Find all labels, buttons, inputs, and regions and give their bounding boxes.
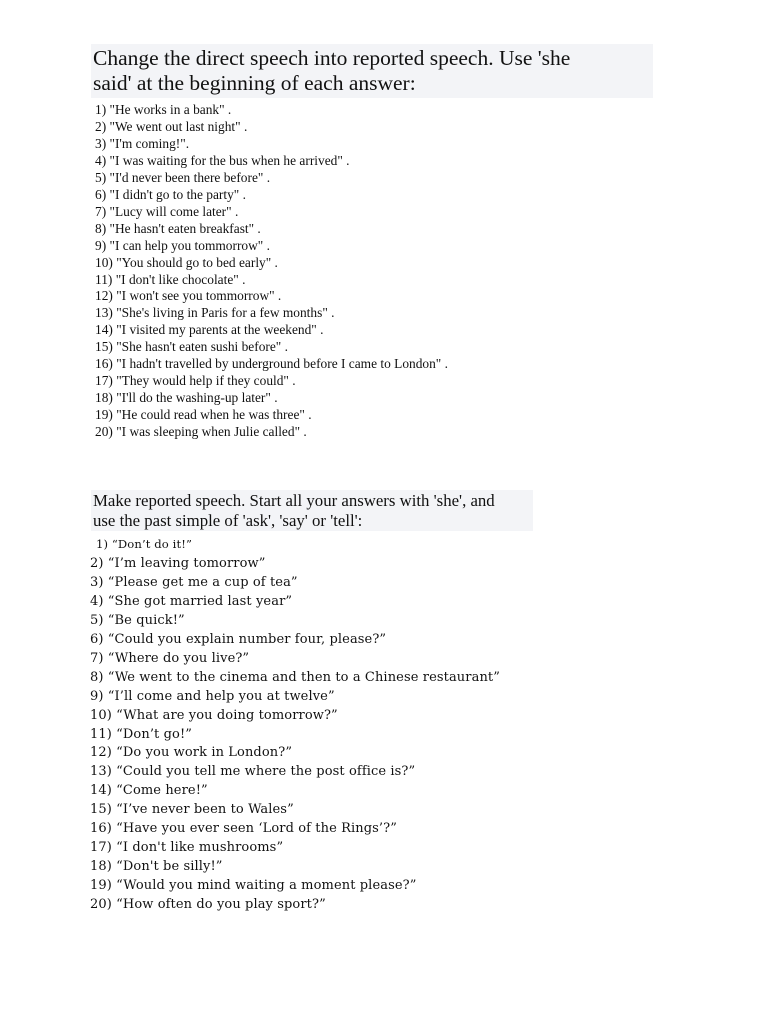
exercise-item: 6) "I didn't go to the party" . [95,186,246,202]
section1-exercise-list [95,102,448,441]
exercise-item: 6) “Could you explain number four, please?” [90,631,387,647]
exercise-item: 1) “Don’t do it!” [96,537,193,551]
section1-instruction-line2: said' at the beginning of each answer: [93,71,416,95]
exercise-item: 17) “I don't like mushrooms” [90,840,284,856]
section2-instruction [91,490,533,531]
section1-instruction-line1: Change the direct speech into reported speech. Use 'she [93,46,571,70]
exercise-item: 2) "We went out last night" . [95,118,248,134]
exercise-item: 10) "You should go to bed early" . [95,254,278,270]
exercise-item: 15) "She hasn't eaten sushi before" . [95,339,288,355]
exercise-item: 8) “We went to the cinema and then to a Chinese restaurant” [90,669,500,685]
exercise-item: 7) "Lucy will come later" . [95,203,239,219]
exercise-item: 16) "I hadn't travelled by underground before I came to London" . [95,356,448,372]
section2-instruction-line2: use the past simple of 'ask', 'say' or 'tell': [93,511,363,530]
exercise-item: 16) “Have you ever seen ‘Lord of the Rings’?” [90,821,397,837]
section2-instruction-line1: Make reported speech. Start all your answers with 'she', and [93,491,495,510]
exercise-item: 4) “She got married last year” [90,593,293,609]
exercise-item: 5) “Be quick!” [90,612,185,628]
exercise-item: 2) “I’m leaving tomorrow” [90,555,266,571]
exercise-item: 7) “Where do you live?” [90,650,250,666]
exercise-item: 14) "I visited my parents at the weekend" . [95,322,324,338]
exercise-item: 12) "I won't see you tommorrow" . [95,288,282,304]
exercise-item: 18) "I'll do the washing-up later" . [95,390,278,406]
exercise-item: 19) "He could read when he was three" . [95,407,312,423]
exercise-item: 9) "I can help you tommorrow" . [95,237,270,253]
exercise-item: 9) “I’ll come and help you at twelve” [90,688,335,704]
exercise-item: 17) "They would help if they could" . [95,373,296,389]
exercise-item: 13) “Could you tell me where the post office is?” [90,764,416,780]
exercise-item: 11) “Don’t go!” [90,726,193,742]
exercise-item: 13) "She's living in Paris for a few months" . [95,305,335,321]
exercise-item: 20) “How often do you play sport?” [90,897,326,913]
exercise-item: 10) “What are you doing tomorrow?” [90,707,338,723]
exercise-item: 8) "He hasn't eaten breakfast" . [95,220,261,236]
section2-exercise-list [90,535,500,915]
exercise-item: 12) “Do you work in London?” [90,745,293,761]
exercise-item: 15) “I’ve never been to Wales” [90,802,294,818]
exercise-item: 5) "I'd never been there before" . [95,169,271,185]
section1-instruction [91,44,653,98]
exercise-item: 20) "I was sleeping when Julie called" . [95,424,307,440]
exercise-item: 14) “Come here!” [90,783,208,799]
exercise-item: 4) "I was waiting for the bus when he arrived" . [95,152,350,168]
exercise-item: 1) "He works in a bank" . [95,102,232,117]
exercise-item: 11) "I don't like chocolate" . [95,271,246,287]
exercise-item: 3) “Please get me a cup of tea” [90,574,298,590]
exercise-item: 3) "I'm coming!". [95,135,190,151]
exercise-item: 18) “Don't be silly!” [90,859,223,875]
exercise-item: 19) “Would you mind waiting a moment please?” [90,878,417,894]
